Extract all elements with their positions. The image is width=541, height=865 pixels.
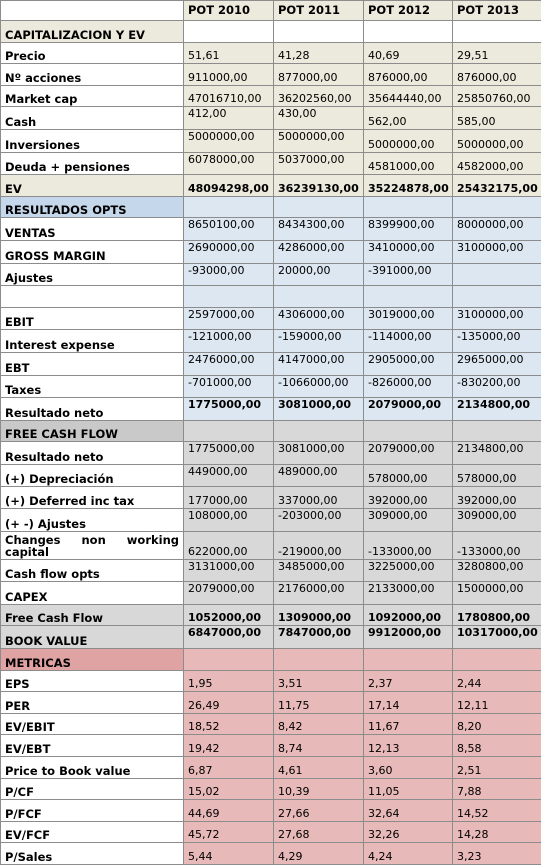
row-label: P/CF <box>1 778 184 800</box>
value-cell: 5000000,00 <box>453 129 541 152</box>
value-cell: 40,69 <box>364 42 453 64</box>
table-row <box>1 559 541 582</box>
value-cell: 11,05 <box>364 778 453 800</box>
value-cell: 2,44 <box>453 670 541 692</box>
row-label: Free Cash Flow <box>1 604 184 626</box>
row-label: Nº acciones <box>1 64 184 86</box>
section-header-row <box>1 196 541 218</box>
value-cell: 2905000,00 <box>364 352 453 375</box>
value-cell: 4581000,00 <box>364 152 453 175</box>
value-cell: -219000,00 <box>274 531 364 559</box>
value-cell: 5,44 <box>184 843 274 865</box>
value-cell: 4,29 <box>274 843 364 865</box>
table-row <box>1 64 541 86</box>
value-cell: 5000000,00 <box>364 129 453 152</box>
table-row <box>1 713 541 735</box>
value-cell: 1775000,00 <box>184 398 274 421</box>
value-cell: 2176000,00 <box>274 582 364 605</box>
section-header-row <box>1 21 541 43</box>
value-cell: 177000,00 <box>184 487 274 509</box>
value-cell: 10,39 <box>274 778 364 800</box>
value-cell: 5000000,00 <box>184 129 274 152</box>
value-cell: 3,60 <box>364 757 453 779</box>
value-cell: 449000,00 <box>184 464 274 487</box>
row-label: Deuda + pensiones <box>1 152 184 175</box>
row-label: EV/EBIT <box>1 713 184 735</box>
table-row <box>1 107 541 130</box>
value-cell: 578000,00 <box>364 464 453 487</box>
value-cell: 3081000,00 <box>274 442 364 465</box>
row-label: PER <box>1 692 184 714</box>
value-cell: 337000,00 <box>274 487 364 509</box>
value-cell: 392000,00 <box>453 487 541 509</box>
section-header-row <box>1 420 541 442</box>
value-cell: 32,26 <box>364 821 453 843</box>
value-cell: 4,24 <box>364 843 453 865</box>
value-cell: -133000,00 <box>364 531 453 559</box>
value-cell: 35644440,00 <box>364 85 453 107</box>
value-cell: 8434300,00 <box>274 218 364 241</box>
row-label <box>1 286 184 308</box>
row-label: EBIT <box>1 307 184 330</box>
header-row <box>1 1 541 21</box>
section-header-row <box>1 649 541 671</box>
row-label: (+) Depreciación <box>1 464 184 487</box>
value-cell: 44,69 <box>184 800 274 822</box>
value-cell: 309000,00 <box>453 509 541 532</box>
value-cell: 3100000,00 <box>453 307 541 330</box>
value-cell: 1309000,00 <box>274 604 364 626</box>
table-row <box>1 330 541 353</box>
value-cell <box>364 286 453 308</box>
row-label: Precio <box>1 42 184 64</box>
value-cell: 8,42 <box>274 713 364 735</box>
value-cell: 2079000,00 <box>364 442 453 465</box>
value-cell: 14,28 <box>453 821 541 843</box>
table-row <box>1 582 541 605</box>
value-cell: 1052000,00 <box>184 604 274 626</box>
value-cell: -203000,00 <box>274 509 364 532</box>
table-row <box>1 464 541 487</box>
value-cell <box>453 263 541 286</box>
column-header: POT 2011 <box>274 1 364 21</box>
value-cell: 6,87 <box>184 757 274 779</box>
table-row <box>1 307 541 330</box>
value-cell: 45,72 <box>184 821 274 843</box>
row-label: EBT <box>1 352 184 375</box>
row-label: Interest expense <box>1 330 184 353</box>
value-cell: 14,52 <box>453 800 541 822</box>
section-title: RESULTADOS OPTS <box>1 196 184 218</box>
table-row-total <box>1 398 541 421</box>
section-title: CAPITALIZACION Y EV <box>1 21 184 43</box>
row-label: Price to Book value <box>1 757 184 779</box>
value-cell: 27,68 <box>274 821 364 843</box>
table-row <box>1 218 541 241</box>
value-cell: 11,67 <box>364 713 453 735</box>
value-cell <box>184 286 274 308</box>
row-label: EPS <box>1 670 184 692</box>
value-cell: 20000,00 <box>274 263 364 286</box>
value-cell: 6847000,00 <box>184 626 274 649</box>
value-cell: 6078000,00 <box>184 152 274 175</box>
value-cell: 3,23 <box>453 843 541 865</box>
value-cell: 2965000,00 <box>453 352 541 375</box>
value-cell <box>453 286 541 308</box>
value-cell: 4,61 <box>274 757 364 779</box>
value-cell: 3019000,00 <box>364 307 453 330</box>
value-cell: 4286000,00 <box>274 240 364 263</box>
value-cell: -830200,00 <box>453 375 541 398</box>
table-row <box>1 778 541 800</box>
value-cell: 2,37 <box>364 670 453 692</box>
section-title: FREE CASH FLOW <box>1 420 184 442</box>
table-row-total <box>1 604 541 626</box>
value-cell: 309000,00 <box>364 509 453 532</box>
section-title: METRICAS <box>1 649 184 671</box>
value-cell: 47016710,00 <box>184 85 274 107</box>
table-row <box>1 843 541 865</box>
value-cell: 5037000,00 <box>274 152 364 175</box>
table-row <box>1 352 541 375</box>
value-cell: 8,58 <box>453 735 541 757</box>
value-cell: 48094298,00 <box>184 175 274 197</box>
table-row <box>1 152 541 175</box>
table-row <box>1 692 541 714</box>
table-row <box>1 263 541 286</box>
value-cell: 8650100,00 <box>184 218 274 241</box>
value-cell: 622000,00 <box>184 531 274 559</box>
value-cell: -133000,00 <box>453 531 541 559</box>
value-cell: 1092000,00 <box>364 604 453 626</box>
value-cell: 19,42 <box>184 735 274 757</box>
row-label: Resultado neto <box>1 398 184 421</box>
value-cell: 3485000,00 <box>274 559 364 582</box>
value-cell <box>274 286 364 308</box>
row-label: EV/EBT <box>1 735 184 757</box>
value-cell: 2134800,00 <box>453 398 541 421</box>
value-cell: 2690000,00 <box>184 240 274 263</box>
table-row-total <box>1 175 541 197</box>
value-cell: 36202560,00 <box>274 85 364 107</box>
value-cell: 3,51 <box>274 670 364 692</box>
table-row-empty <box>1 286 541 308</box>
table-row <box>1 375 541 398</box>
value-cell: 2134800,00 <box>453 442 541 465</box>
table-row <box>1 735 541 757</box>
row-label: P/Sales <box>1 843 184 865</box>
value-cell: 8000000,00 <box>453 218 541 241</box>
value-cell: 27,66 <box>274 800 364 822</box>
value-cell: 1,95 <box>184 670 274 692</box>
value-cell: 25850760,00 <box>453 85 541 107</box>
value-cell: 15,02 <box>184 778 274 800</box>
value-cell: -826000,00 <box>364 375 453 398</box>
value-cell: 8,74 <box>274 735 364 757</box>
header-blank-cell <box>1 1 184 21</box>
value-cell: -93000,00 <box>184 263 274 286</box>
value-cell: 430,00 <box>274 107 364 130</box>
table-row <box>1 531 541 559</box>
value-cell: 392000,00 <box>364 487 453 509</box>
table-row-total <box>1 626 541 649</box>
table-row <box>1 129 541 152</box>
row-label: Ajustes <box>1 263 184 286</box>
row-label: BOOK VALUE <box>1 626 184 649</box>
table-row <box>1 670 541 692</box>
value-cell: 51,61 <box>184 42 274 64</box>
value-cell: 578000,00 <box>453 464 541 487</box>
row-label: VENTAS <box>1 218 184 241</box>
row-label: Resultado neto <box>1 442 184 465</box>
value-cell: 41,28 <box>274 42 364 64</box>
table-row <box>1 240 541 263</box>
value-cell: 4306000,00 <box>274 307 364 330</box>
value-cell: 17,14 <box>364 692 453 714</box>
value-cell: 7847000,00 <box>274 626 364 649</box>
value-cell: 585,00 <box>453 107 541 130</box>
row-label: (+ -) Ajustes <box>1 509 184 532</box>
row-label: CAPEX <box>1 582 184 605</box>
table-row <box>1 800 541 822</box>
value-cell: -159000,00 <box>274 330 364 353</box>
value-cell: 12,11 <box>453 692 541 714</box>
row-label: EV/FCF <box>1 821 184 843</box>
value-cell: 3131000,00 <box>184 559 274 582</box>
value-cell: 1780800,00 <box>453 604 541 626</box>
value-cell: 2079000,00 <box>364 398 453 421</box>
value-cell: 2133000,00 <box>364 582 453 605</box>
table-row <box>1 85 541 107</box>
value-cell: 3081000,00 <box>274 398 364 421</box>
value-cell: 9912000,00 <box>364 626 453 649</box>
table-row <box>1 821 541 843</box>
value-cell: 7,88 <box>453 778 541 800</box>
value-cell: 35224878,00 <box>364 175 453 197</box>
value-cell: 2597000,00 <box>184 307 274 330</box>
value-cell: 29,51 <box>453 42 541 64</box>
row-label: Cash flow opts <box>1 559 184 582</box>
value-cell: 877000,00 <box>274 64 364 86</box>
value-cell: 2,51 <box>453 757 541 779</box>
row-label: EV <box>1 175 184 197</box>
value-cell: 1775000,00 <box>184 442 274 465</box>
value-cell: 3100000,00 <box>453 240 541 263</box>
value-cell: 4147000,00 <box>274 352 364 375</box>
row-label: Inversiones <box>1 129 184 152</box>
row-label: Changes non working capital <box>1 531 184 559</box>
value-cell: -135000,00 <box>453 330 541 353</box>
value-cell: -121000,00 <box>184 330 274 353</box>
value-cell: 562,00 <box>364 107 453 130</box>
row-label: (+) Deferred inc tax <box>1 487 184 509</box>
value-cell: -391000,00 <box>364 263 453 286</box>
value-cell: 32,64 <box>364 800 453 822</box>
value-cell: 36239130,00 <box>274 175 364 197</box>
value-cell: 1500000,00 <box>453 582 541 605</box>
value-cell: 412,00 <box>184 107 274 130</box>
value-cell: 5000000,00 <box>274 129 364 152</box>
value-cell: 108000,00 <box>184 509 274 532</box>
row-label: Cash <box>1 107 184 130</box>
value-cell: 3410000,00 <box>364 240 453 263</box>
value-cell: 18,52 <box>184 713 274 735</box>
value-cell: 3280800,00 <box>453 559 541 582</box>
value-cell: 489000,00 <box>274 464 364 487</box>
table-row <box>1 509 541 532</box>
table-row <box>1 487 541 509</box>
value-cell: -701000,00 <box>184 375 274 398</box>
value-cell: 8399900,00 <box>364 218 453 241</box>
row-label: Market cap <box>1 85 184 107</box>
table-row <box>1 42 541 64</box>
value-cell: 26,49 <box>184 692 274 714</box>
row-label: P/FCF <box>1 800 184 822</box>
value-cell: -1066000,00 <box>274 375 364 398</box>
row-label: Taxes <box>1 375 184 398</box>
value-cell: 911000,00 <box>184 64 274 86</box>
row-label: GROSS MARGIN <box>1 240 184 263</box>
value-cell: -114000,00 <box>364 330 453 353</box>
value-cell: 11,75 <box>274 692 364 714</box>
value-cell: 12,13 <box>364 735 453 757</box>
value-cell: 10317000,00 <box>453 626 541 649</box>
value-cell: 876000,00 <box>453 64 541 86</box>
value-cell: 8,20 <box>453 713 541 735</box>
value-cell: 2476000,00 <box>184 352 274 375</box>
column-header: POT 2010 <box>184 1 274 21</box>
table-row <box>1 757 541 779</box>
value-cell: 2079000,00 <box>184 582 274 605</box>
column-header: POT 2013 <box>453 1 541 21</box>
column-header: POT 2012 <box>364 1 453 21</box>
value-cell: 4582000,00 <box>453 152 541 175</box>
value-cell: 876000,00 <box>364 64 453 86</box>
value-cell: 25432175,00 <box>453 175 541 197</box>
table-row <box>1 442 541 465</box>
value-cell: 3225000,00 <box>364 559 453 582</box>
